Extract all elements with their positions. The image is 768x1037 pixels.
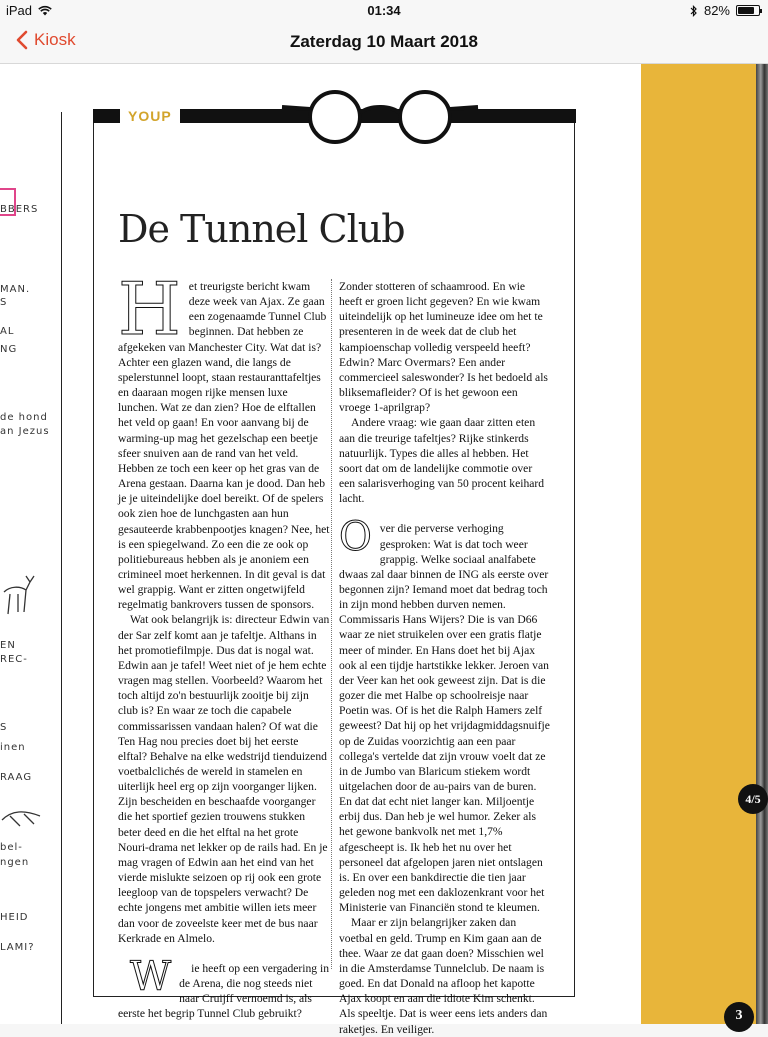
handwritten-note: MAN. <box>0 284 31 295</box>
handwritten-note: S <box>0 722 8 733</box>
handwritten-note: de hond <box>0 412 48 423</box>
next-page-edge[interactable] <box>641 64 756 1024</box>
page-viewer[interactable] <box>0 64 768 1036</box>
previous-page-edge[interactable] <box>0 112 62 1024</box>
handwritten-note: an Jezus <box>0 426 50 437</box>
drop-cap: W <box>130 953 172 1000</box>
handwritten-note: AL <box>0 326 15 337</box>
battery-percent: 82% <box>703 3 730 18</box>
paragraph: Zonder stotteren of schaamrood. En wie heeft er groen licht gegeven? En wie kwam uiteindelijk op het lumineuze idee om het te presenteren in de week dat de club het kampioenschap volledig verspeeld heeft? Edwin? Marc Overmars? Een ander commercieel saleswonder? Is het bedoeld als bliksemafleider? Of is het gewoon een vroege 1-aprilgrap? <box>339 280 548 415</box>
handwritten-note: HEID <box>0 912 29 923</box>
handwritten-note: NG <box>0 344 18 355</box>
next-page-photo <box>756 64 768 1024</box>
paragraph: Het treurigste bericht kwam deze week van Ajax. Ze gaan een zogenaamde Tunnel Club beginnen. Dat hebben ze afgekeken van Manchester City. Wat dat is? Achter een glazen wand, die langs de spelerstunnel loopt, staan restauranttafeltjes en daaraan mogen rijke mensen luxe lunchen. Wat ze dan zien? Hoe de elftallen het veld op gaan! En voor aanvang bij de warming-up mag het gezelschap een beetje sfeer snuiven aan de rand van het veld. Hebben ze toch een keer op het gras van de Arena gestaan. Daarna kan je dood. Dan heb je je uiteindelijke doel bereikt. Of de spelers ook zien hoe de lunchgasten aan hun gesauteerde krabbenpootjes knagen? Nee, het is een spiegelwand. Zo een die ze ook op politiebureaus hebben als je anoniem een crimineel moet herkennen. In dit geval is dat wel grappig. Want er zitten ongetwijfeld regelmatig bankrovers tussen de sponsors. <box>118 267 330 612</box>
handwritten-note: S <box>0 297 8 308</box>
kicker-label: YOUP <box>120 107 180 125</box>
drop-cap: H <box>118 267 181 351</box>
paragraph: Maar er zijn belangrijker zaken dan voetbal en geld. Trump en Kim gaan aan de thee. Waar ze dat gaan doen? Misschien wel in die Amsterdamse Tunnelclub. De naam is goed. En dat Donald na afloop het kapotte Ajax koopt en aan die idiote Kim schenkt. Als speeltje. Dat is weer eens iets anders dan raketjes. En veiliger. <box>339 916 548 1036</box>
glasses-icon <box>280 89 480 149</box>
status-bar <box>0 0 768 22</box>
handwritten-note: LAMI? <box>0 942 35 953</box>
right-column <box>339 279 551 1037</box>
paragraph: Andere vraag: wie gaan daar zitten eten aan die treurige tafeltjes? Rijke stinkerds natuurlijk. Types die alles al hebben. Het soort dat om de landelijke commotie over een salarisverhoging van 50 procent keihard lacht. <box>339 416 545 506</box>
column-divider <box>331 279 332 969</box>
paragraph: W ie heeft op een vergadering in de Arena, die nog steeds niet naar Cruijff vernoemd is, als eerste het begrip Tunnel Club gebruikt? <box>118 953 330 1021</box>
column-article <box>93 108 575 1036</box>
page-title: Zaterdag 10 Maart 2018 <box>289 32 479 51</box>
bird-sketch-icon <box>0 802 44 832</box>
handwritten-note: BBERS <box>0 204 39 215</box>
handwritten-note: EN <box>0 640 16 651</box>
drop-cap: O <box>339 514 372 561</box>
battery-icon <box>736 5 760 16</box>
article-headline: De Tunnel Club <box>118 207 405 251</box>
clock: 01:34 <box>367 3 401 18</box>
bluetooth-icon <box>690 5 698 17</box>
deer-sketch-icon <box>0 572 40 622</box>
nav-bar <box>0 22 768 64</box>
left-column <box>118 267 330 1022</box>
handwritten-note: ngen <box>0 857 30 868</box>
device-label: iPad <box>6 3 33 18</box>
paragraph: Over die perverse verhoging gesproken: Wat is dat toch weer grappig. Welke sociaal analfabete dwaas zal daar binnen de ING als eerste over begonnen zijn? Iemand moet dat bedrag toch in zijn mond hebben durven nemen. Commissaris Hans Wijers? Die is van D66 waar ze niet struikelen over een gratis flatje meer of minder. En Hans doet het bij Ajax ook al een tijdje hartstikke lekker. Jeroen van der Veer kan het ook geweest zijn. Dat is die gozer die met Halbe op schoolreisje naar Poetin was. Of is het die Ralph Hamers zelf geweest? Dat hij op het vrijdagmiddagsnuifje op de Zuidas voorzichtig aan een paar collega's vertelde dat zijn vrouw voelt dat ze in de Jumbo van Blaricum stiekem wordt uitgelachen door de au-pairs van de buren. En dat dat echt niet langer kan. Miljoentje erbij dus. Dan heb je wel humor. Zeker als het gewone bankvolk net met 1,7% afgescheept is. Ik heb het nu over het personeel dat afgelopen jaren niet ontslagen is. En over een bankdirectie die tien jaar geleden nog met een daklozenkrant voor het Ministerie van Financiën stond te kleumen. <box>339 514 550 915</box>
handwritten-note: inen <box>0 742 26 753</box>
handwritten-note: RAAG <box>0 772 33 783</box>
handwritten-note: REC- <box>0 654 28 665</box>
page-number: 3 <box>724 1002 754 1032</box>
page-badge: 4/5 <box>738 784 768 814</box>
status-right <box>690 3 760 18</box>
back-label: Kiosk <box>34 30 76 49</box>
handwritten-note: bel- <box>0 842 23 853</box>
paragraph: Wat ook belangrijk is: directeur Edwin van der Sar zelf komt aan je tafeltje. Althans in het promotiefilmpje. Dus dat is nogal wat. Edwin aan je tafel! Weet niet of je hem echte vragen mag stellen. Voorbeeld? Waarom het toch altijd zo'n bestuurlijk zooitje bij zijn club is? En waar ze toch die capabele commissarissen vandaan halen? Of wat die Ten Hag nou precies doet bij het eerste elftal? Behalve na elke wedstrijd tienduizend voetbalclichés de wereld in stamelen en uiterlijk heel erg op zijn voorganger lijken. Zijn bescheiden en beschaafde voorganger die het sportief gezien trouwens stukken beter deed en die het elftal na het grote Nouri-drama net lekker op de rails had. En je mag vragen of Edwin aan het eind van het vierde mislukte seizoen op rij ook een grote leegloop van de topspelers verwacht? De echte jongens met ambitie willen iets meer dan voor de zoveelste keer met de bus naar Kerkrade en Almelo. <box>118 613 330 945</box>
